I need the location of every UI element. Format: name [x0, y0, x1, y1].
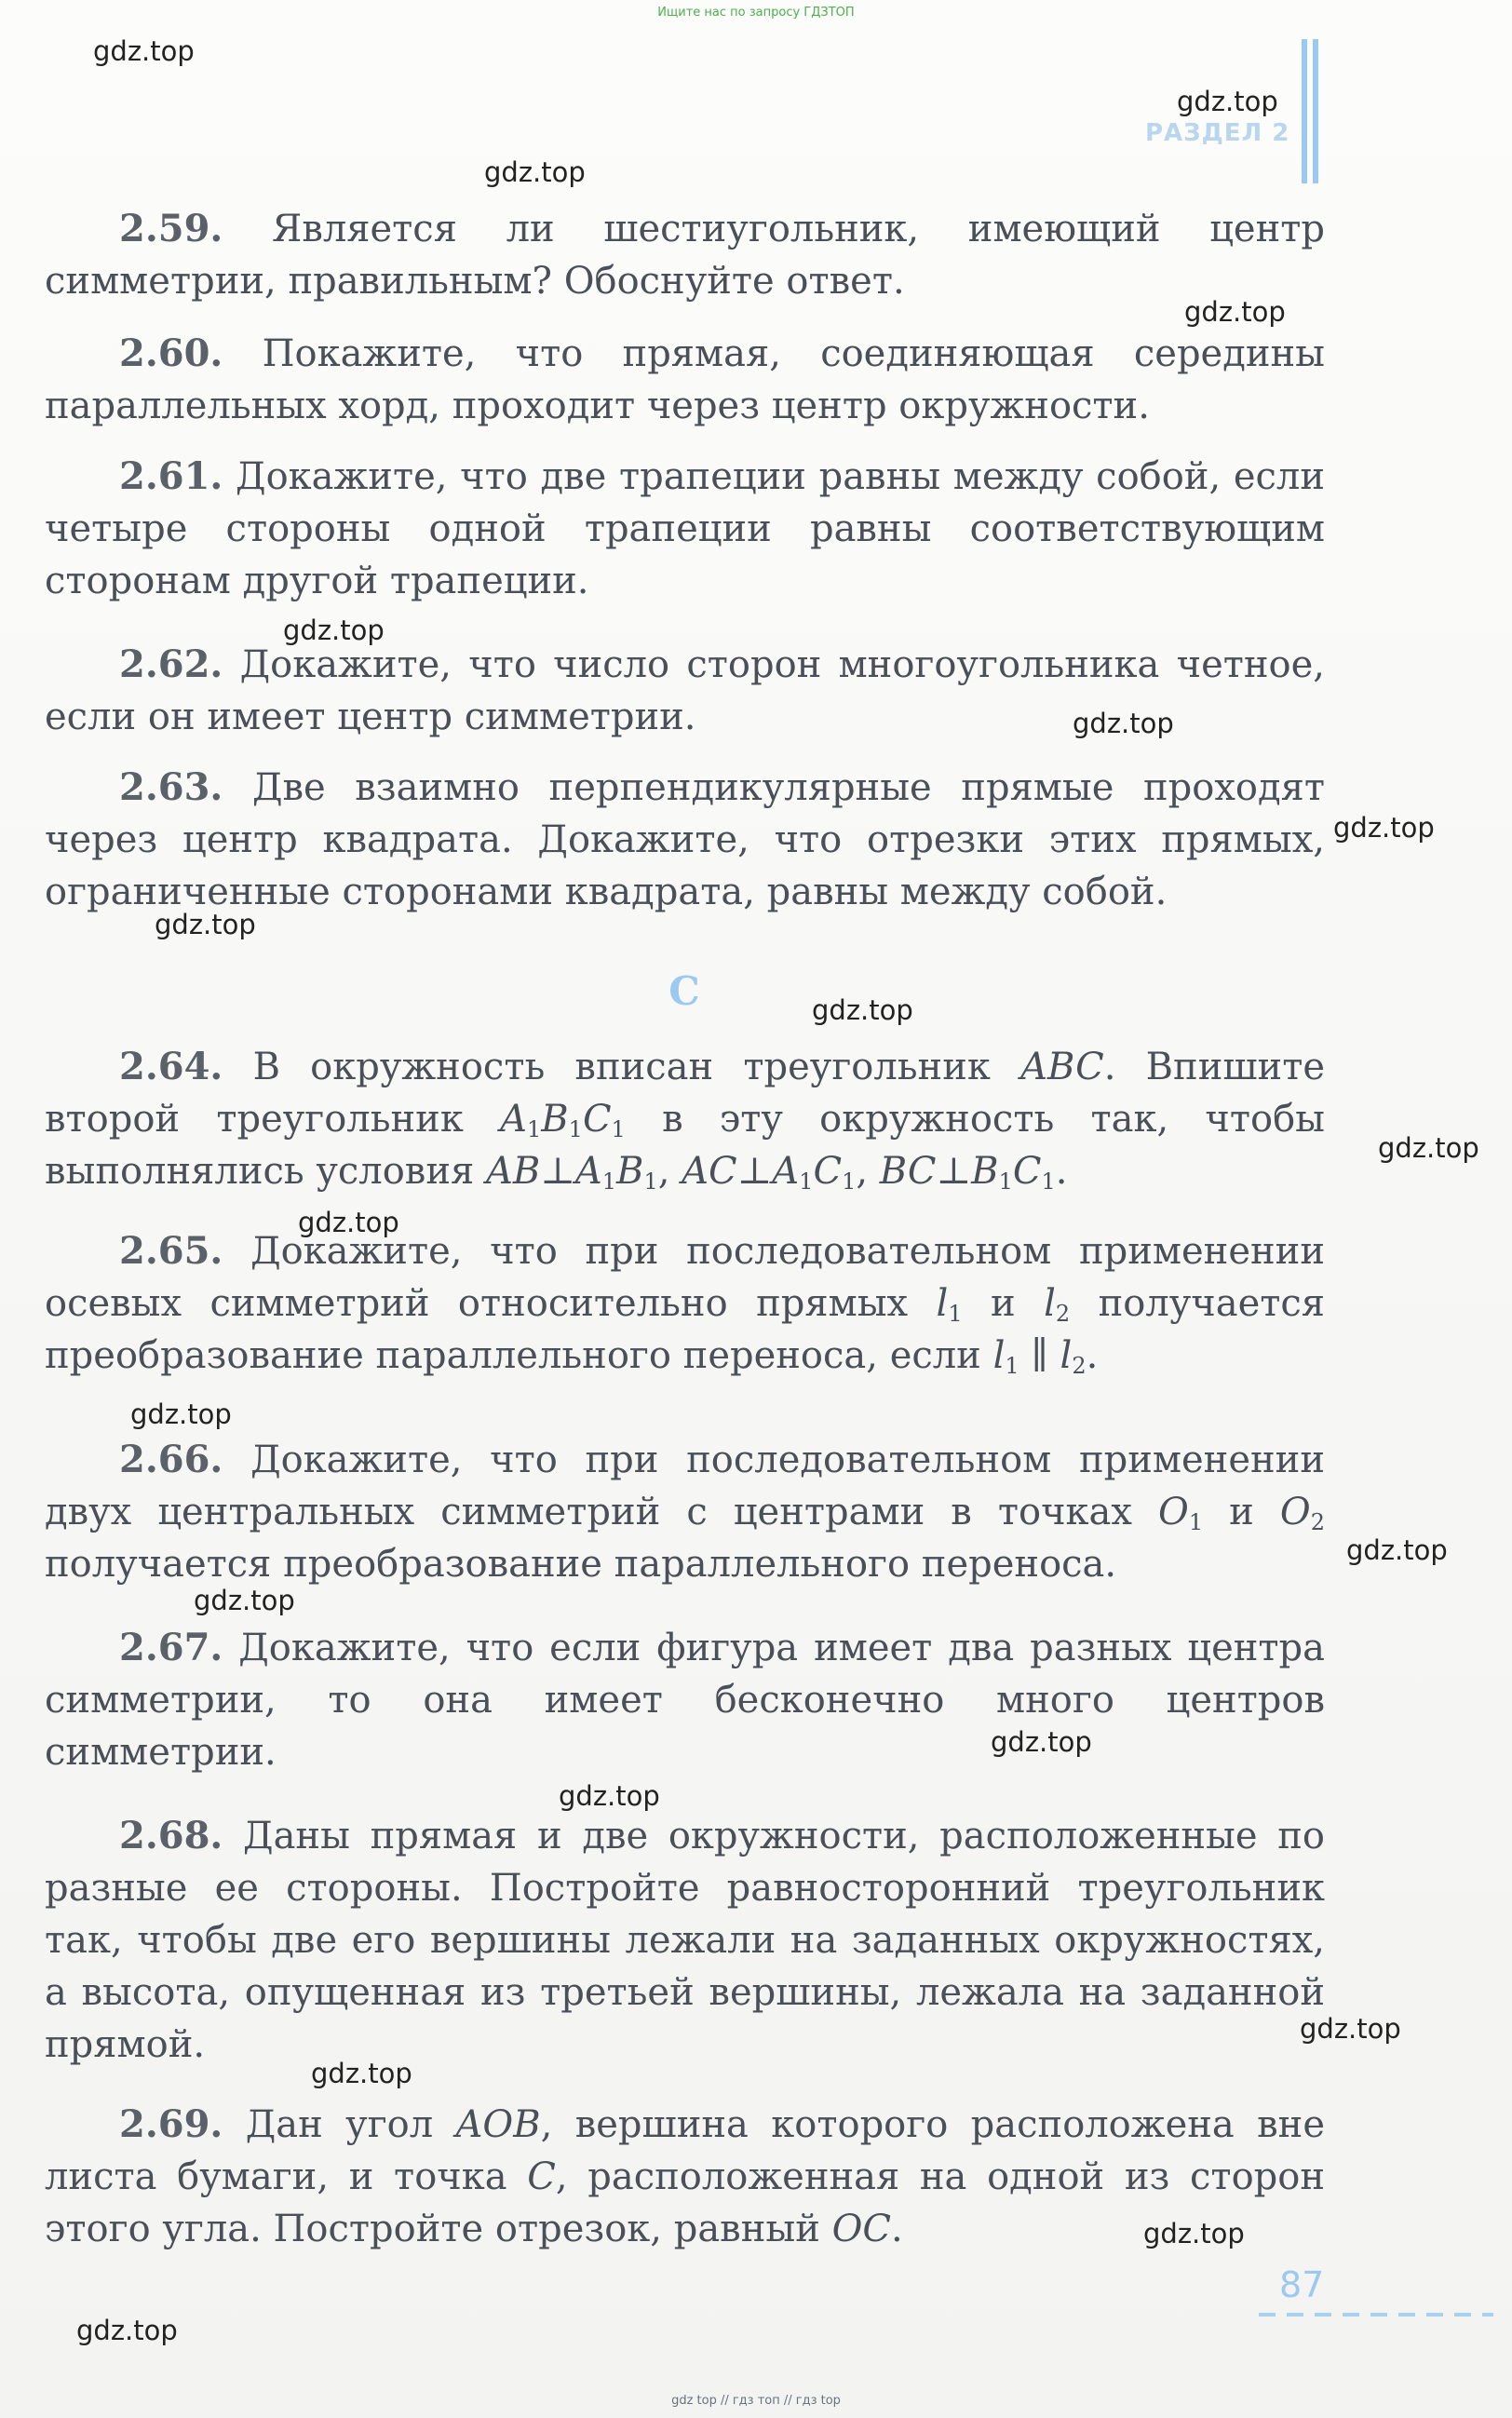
math-var: C [1012, 1150, 1042, 1193]
marker-bar [1313, 39, 1318, 183]
watermark: gdz.top [130, 1398, 232, 1430]
problem-2-61 [45, 451, 1325, 607]
math-var: l [936, 1282, 949, 1325]
problem-2-60 [45, 328, 1325, 432]
math-var: l [1044, 1282, 1056, 1325]
watermark: gdz.top [1073, 708, 1174, 739]
text-run: Докажите, что при последовательном применении осевых симметрий относительно прямых [45, 1230, 1325, 1325]
perp-symbol: ⊥ [540, 1150, 575, 1193]
top-note: Ищите нас по запросу ГДЗТОП [657, 6, 855, 20]
problem-number: 2.65. [119, 1229, 223, 1273]
section-c-heading: С [668, 968, 700, 1014]
text-run: . [1055, 1150, 1068, 1193]
math-var: OC [831, 2208, 891, 2250]
text-run: В окружность вписан треугольник [252, 1046, 1021, 1088]
text-run: , расположенная на одной из сторон этого угла. Постройте отрезок, равный [45, 2155, 1325, 2250]
watermark: gdz.top [76, 2315, 178, 2346]
problem-2-65 [45, 1225, 1325, 1382]
math-sub: 1 [611, 1116, 626, 1142]
text-run: , вершина которого расположена вне листа бумаги, и точка [45, 2103, 1325, 2198]
perp-symbol: ⊥ [736, 1150, 773, 1193]
text-run: , [856, 1150, 880, 1193]
text-run: и [1203, 1491, 1280, 1533]
problem-2-64 [45, 1041, 1325, 1197]
watermark: gdz.top [1300, 2013, 1401, 2045]
text-run: . [1086, 1334, 1099, 1377]
problem-number: 2.62. [119, 642, 223, 686]
watermark: gdz.top [283, 615, 385, 646]
math-sub: 1 [1188, 1509, 1204, 1535]
math-sub: 1 [601, 1168, 617, 1195]
watermark: gdz.top [155, 909, 256, 940]
problem-number: 2.60. [119, 331, 223, 375]
page-number: 87 [1279, 2264, 1325, 2305]
watermark: gdz.top [484, 156, 586, 188]
math-sub: 1 [998, 1168, 1013, 1195]
math-sub: 1 [568, 1116, 583, 1142]
parallel-symbol: ∥ [1019, 1334, 1060, 1377]
watermark: gdz.top [298, 1207, 399, 1238]
problem-2-59 [45, 203, 1325, 307]
text-run: получается преобразование параллельного переноса. [45, 1543, 1117, 1586]
problem-2-69 [45, 2099, 1325, 2255]
watermark: gdz.top [1143, 2218, 1245, 2249]
math-var: C [709, 1150, 737, 1193]
math-sub: 2 [1055, 1301, 1071, 1327]
math-var: A [682, 1150, 709, 1193]
problem-text: Две взаимно перпендикулярные прямые проходят через центр квадрата. Докажите, что отрезки этих прямых, ограниченные сторонами квадрата, равны между собой. [45, 766, 1325, 913]
problem-text: Покажите, что прямая, соединяющая середины параллельных хорд, проходит через центр окружности. [45, 332, 1326, 427]
math-var: B [879, 1150, 908, 1193]
problem-2-67 [45, 1622, 1325, 1778]
marker-bar [1302, 39, 1307, 183]
text-run: Докажите, что при последовательном применении двух центральных симметрий с центрами в точках [45, 1439, 1325, 1533]
text-run: . Впишите второй треугольник [45, 1046, 1325, 1141]
math-var: A [485, 1150, 513, 1193]
math-sub: 1 [526, 1116, 542, 1142]
math-sub: 1 [799, 1168, 814, 1195]
math-sub: 2 [1072, 1353, 1087, 1379]
text-run: и [962, 1282, 1045, 1325]
problem-number: 2.64. [119, 1045, 223, 1088]
math-var: C [582, 1098, 612, 1141]
bottom-note: gdz top // гдз топ // гдз top [671, 2394, 841, 2408]
problem-number: 2.59. [119, 207, 223, 250]
footer-dash-line [1259, 2313, 1493, 2317]
section-marker-bars [1302, 39, 1324, 183]
math-var: A [574, 1150, 602, 1193]
watermark: gdz.top [1378, 1132, 1479, 1164]
problem-text: Является ли шестиугольник, имеющий центр симметрии, правильным? Обоснуйте ответ. [45, 208, 1326, 303]
math-sub: 2 [1310, 1509, 1325, 1535]
math-var: B [616, 1150, 644, 1193]
math-var: l [992, 1334, 1006, 1377]
watermark: gdz.top [1184, 296, 1286, 328]
text-run: получается преобразование параллельного переноса, если [45, 1282, 1326, 1377]
problem-number: 2.61. [119, 454, 223, 498]
math-var: O [1158, 1491, 1189, 1533]
watermark: gdz.top [1346, 1534, 1448, 1566]
math-abc: ABC [1020, 1046, 1104, 1088]
watermark: gdz.top [194, 1585, 295, 1616]
problem-number: 2.68. [119, 1814, 223, 1857]
text-run: , [657, 1150, 682, 1193]
math-sub: 1 [1005, 1353, 1019, 1379]
math-var: l [1060, 1334, 1073, 1377]
watermark: gdz.top [991, 1726, 1092, 1758]
math-sub: 1 [948, 1301, 963, 1327]
watermark: gdz.top [93, 35, 195, 67]
problem-2-66 [45, 1434, 1325, 1590]
math-var: C [907, 1150, 937, 1193]
problem-2-63 [45, 762, 1325, 918]
problem-number: 2.63. [119, 765, 223, 809]
math-sub: 1 [1041, 1168, 1056, 1195]
problem-2-68 [45, 1810, 1325, 2071]
math-var: B [971, 1150, 999, 1193]
watermark: gdz.top [1177, 86, 1278, 117]
text-run: . [890, 2208, 903, 2250]
problem-text: Докажите, что если фигура имеет два разных центра симметрии, то она имеет бесконечно много центров симметрии. [45, 1627, 1326, 1774]
section-label: РАЗДЕЛ 2 [1145, 119, 1290, 147]
perp-symbol: ⊥ [936, 1150, 972, 1193]
math-var: AOB [455, 2103, 541, 2146]
math-sub: 1 [643, 1168, 658, 1195]
watermark: gdz.top [559, 1780, 660, 1812]
text-run: Дан угол [245, 2103, 456, 2146]
math-var: B [512, 1150, 541, 1193]
problem-text: Докажите, что две трапеции равны между собой, если четыре стороны одной трапеции равны соответствующим сторонам другой трапеции. [45, 455, 1326, 602]
math-var: A [772, 1150, 800, 1193]
math-var: A [500, 1098, 527, 1141]
watermark: gdz.top [812, 994, 913, 1026]
watermark: gdz.top [1333, 812, 1435, 844]
problem-text: Докажите, что число сторон многоугольника четное, если он имеет центр симметрии. [45, 643, 1325, 738]
problem-number: 2.69. [119, 2102, 223, 2146]
problem-text: Даны прямая и две окружности, расположенные по разные ее стороны. Постройте равносторонний треугольник так, чтобы две его вершины лежали на заданных окружностях, а высота, опущенная из третьей вершины, лежала на заданной прямой. [45, 1815, 1325, 2066]
problem-number: 2.67. [119, 1626, 223, 1669]
problem-number: 2.66. [119, 1438, 223, 1481]
math-var: C [527, 2155, 556, 2198]
math-var: C [813, 1150, 843, 1193]
watermark: gdz.top [311, 2058, 412, 2089]
math-var: B [541, 1098, 569, 1141]
math-var: O [1279, 1491, 1311, 1533]
math-sub: 1 [842, 1168, 857, 1195]
text-run: в эту окружность так, чтобы выполнялись условия [45, 1098, 1326, 1193]
